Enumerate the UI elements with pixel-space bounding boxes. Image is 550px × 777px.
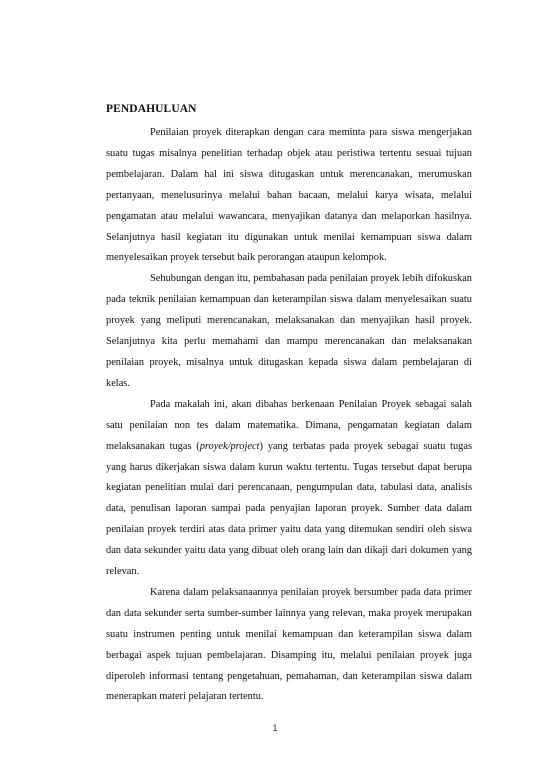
italic-term: proyek/project [199,440,260,452]
paragraph-3-part-2: ) yang terbatas pada proyek sebagai suatu tugas yang harus dikerjakan siswa dalam kurun waktu tertentu. Tugas tersebut dapat berupa kegiatan penelitian mulai dari perencanaan, pengumpulan data, tabulasi data, analisis data, penulisan laporan sampai pada penyajian laporan proyek. Sumber data dalam penilaian proyek terdiri atas data primer yaitu data yang ditemukan sendiri oleh siswa dan data sekunder yaitu data yang dibuat oleh orang lain dan dikaji dari dokumen yang relevan. [106,440,472,578]
paragraph-2: Sehubungan dengan itu, pembahasan pada penilaian proyek lebih difokuskan pada teknik penilaian kemampuan dan keterampilan siswa dalam menyelesaikan suatu proyek yang meliputi merencanakan, melaksanakan dan menyajikan hasil proyek. Selanjutnya kita perlu memahami dan mampu merencanakan dan melaksanakan penilaian proyek, misalnya untuk ditugaskan kepada siswa dalam pembelajaran di kelas. [106,273,472,389]
document-body [106,101,472,708]
paragraph-4: Karena dalam pelaksanaannya penilaian proyek bersumber pada data primer dan data sekunder serta sumber-sumber lainnya yang relevan, maka proyek merupakan suatu instrumen penting untuk menilai kemampuan dan keterampilan siswa dalam berbagai aspek tujuan pembelajaran. Disamping itu, melalui penilaian proyek juga diperoleh informasi tentang pengetahuan, pemahaman, dan keterampilan siswa dalam menerapkan materi pelajaran tertentu. [106,586,472,703]
paragraph-1: Penilaian proyek diterapkan dengan cara meminta para siswa mengerjakan suatu tugas misalnya penelitian terhadap objek atau peristiwa tertentu sesuai tujuan pembelajaran. Dalam hal ini siswa ditugaskan untuk merencanakan, merumuskan pertanyaan, menelusurinya melalui bahan bacaan, melalui karya wisata, melalui pengamatan atau melalui wawancara, menyajikan datanya dan melaporkan hasilnya. Selanjutnya hasil kegiatan itu digunakan untuk menilai kemampuan siswa dalam menyelesaikan proyek tersebut baik perorangan ataupun kelompok. [106,127,472,264]
page-number: 1 [272,723,278,733]
paragraph-3-part-1: Pada makalah ini, akan dibahas berkenaan Penilaian Proyek sebagai salah satu penilaian non tes dalam matematika. Dimana, pengamatan kegiatan dalam melaksanakan tugas ( [106,398,472,452]
section-heading: PENDAHULUAN [106,103,197,115]
paragraph-3 [106,395,472,583]
